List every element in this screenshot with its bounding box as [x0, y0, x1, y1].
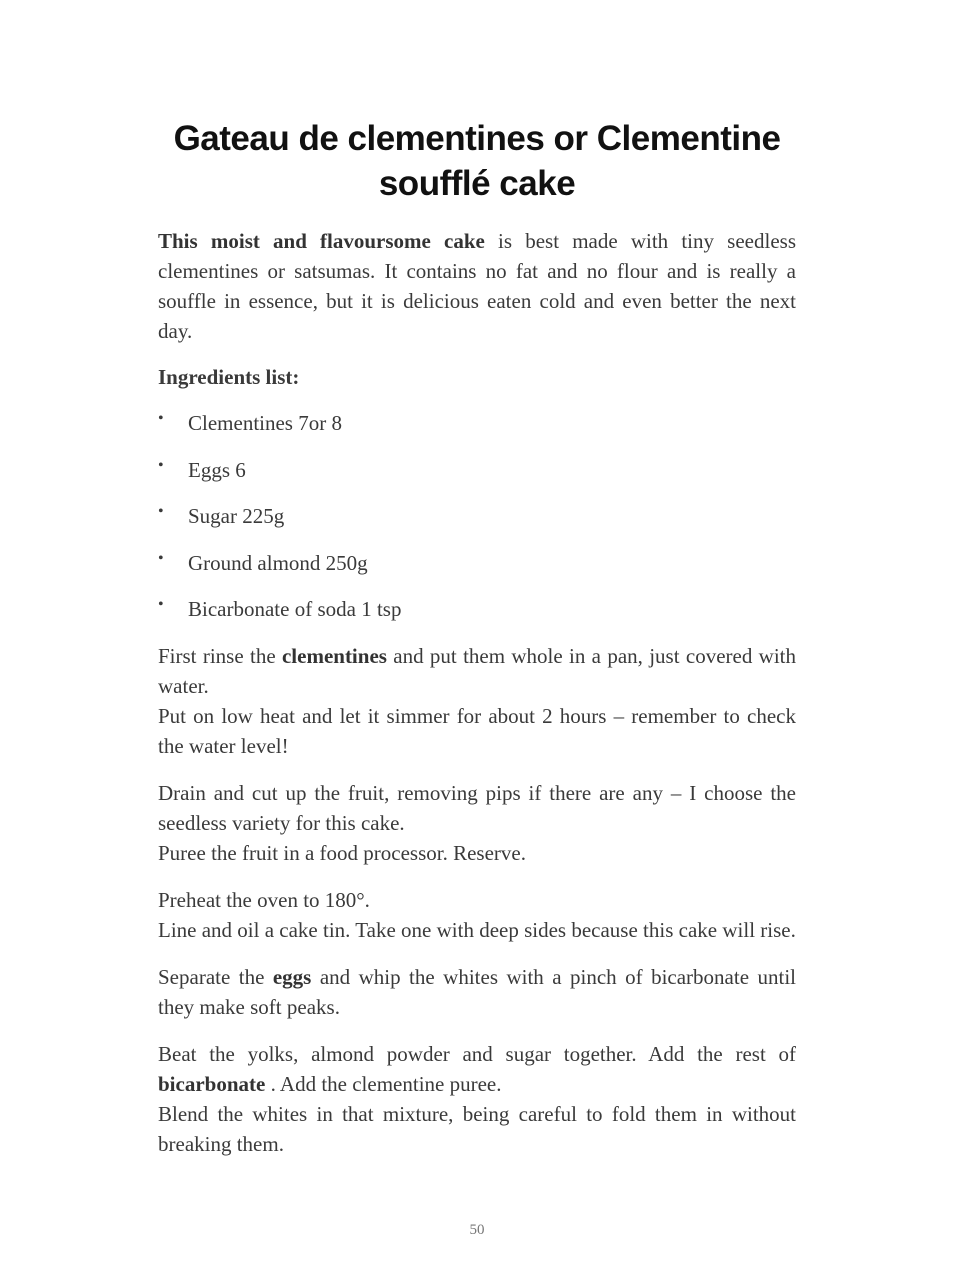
step-2: [158, 778, 796, 868]
step-1: [158, 641, 796, 761]
step-2-text-a: Drain and cut up the fruit, removing pips if there are any – I choose the seedless variety for this cake.: [158, 780, 796, 835]
step-keyword: bicarbonate: [158, 1071, 266, 1096]
step-text: Beat the yolks, almond powder and sugar together. Add the rest of: [158, 1041, 796, 1066]
intro-paragraph: [158, 226, 796, 346]
step-keyword: eggs: [272, 964, 312, 989]
step-text: and whip the whites with a pinch of bicarbonate until they make soft peaks.: [158, 964, 796, 1019]
step-4: [158, 962, 796, 1022]
list-item: [158, 501, 796, 531]
recipe-page: [158, 116, 796, 1159]
list-item: [158, 548, 796, 578]
step-3: [158, 885, 796, 945]
list-item: [158, 594, 796, 624]
list-item: [158, 455, 796, 485]
step-2-text-b: Puree the fruit in a food processor. Reserve.: [158, 840, 526, 865]
recipe-body: [158, 226, 796, 1159]
bullet-icon: •: [158, 549, 164, 567]
step-1-text-b: Put on low heat and let it simmer for about 2 hours – remember to check the water level!: [158, 703, 796, 758]
intro-text: is best made with tiny seedless clementines or satsumas. It contains no fat and no flour and is really a souffle in essence, but it is delicious eaten cold and even better the next day.: [158, 229, 796, 343]
step-text: First rinse the: [158, 643, 282, 668]
step-5-text-b: Blend the whites in that mixture, being careful to fold them in without breaking them.: [158, 1101, 796, 1156]
step-1-text-a: [158, 641, 796, 701]
ingredients-list: [158, 408, 796, 624]
step-3-text-b: Line and oil a cake tin. Take one with deep sides because this cake will rise.: [158, 917, 796, 942]
bullet-icon: •: [158, 503, 164, 520]
page-title: Gateau de clementines or Clementine soufflé cake: [173, 119, 781, 203]
step-5: [158, 1039, 796, 1159]
ingredient-label: Clementines 7or 8: [188, 411, 342, 435]
bullet-icon: •: [158, 410, 164, 427]
ingredient-label: Sugar 225g: [188, 504, 285, 528]
step-text: and put them whole in a pan, just covered with water.: [158, 643, 796, 698]
ingredient-label: Bicarbonate of soda 1 tsp: [188, 597, 402, 621]
list-item: [158, 408, 796, 438]
intro-bold-lead: This moist and flavoursome cake: [158, 229, 485, 253]
step-5-text-a: [158, 1039, 796, 1099]
step-3-text-a: Preheat the oven to 180°.: [158, 887, 370, 912]
step-keyword: clementines: [281, 643, 387, 668]
ingredient-label: Ground almond 250g: [188, 550, 368, 575]
step-text: Separate the: [158, 964, 273, 989]
bullet-icon: •: [158, 596, 164, 613]
ingredients-heading: Ingredients list:: [158, 365, 300, 389]
page-number: 50: [469, 1222, 485, 1238]
bullet-icon: •: [158, 456, 164, 474]
ingredient-label: Eggs 6: [188, 457, 246, 482]
step-text: . Add the clementine puree.: [265, 1071, 502, 1096]
step-4-text: [158, 962, 796, 1022]
